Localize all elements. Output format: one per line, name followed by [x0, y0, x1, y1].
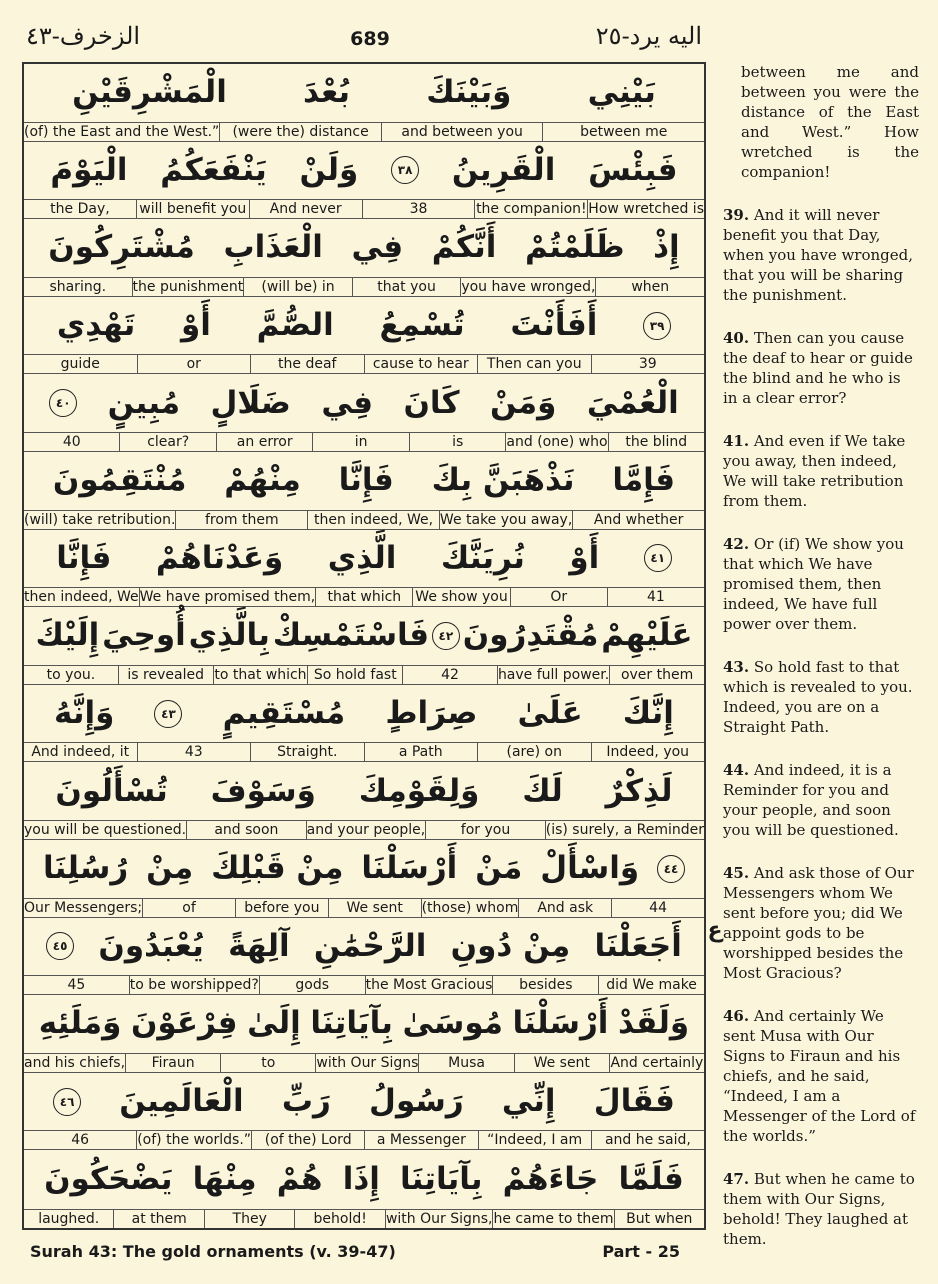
note-text: So hold fast to that which is revealed to you. Indeed, you are on a Straight Path.	[723, 658, 913, 736]
english-gloss-line	[24, 277, 704, 296]
gloss-cell: did We make	[598, 976, 704, 994]
gloss-cell: 42	[402, 666, 497, 684]
page-footer	[30, 1242, 710, 1266]
note-verse-number: 45.	[723, 864, 750, 882]
gloss-cell: We sent	[514, 1054, 609, 1072]
gloss-cell: at them	[113, 1210, 203, 1228]
arabic-word: الصُّمَّ	[256, 307, 334, 344]
arabic-word: وَلِقَوْمِكَ	[358, 772, 480, 809]
gloss-cell: guide	[60, 356, 100, 373]
arabic-word: مِنْ قَبْلِكَ	[211, 850, 344, 887]
note-verse-number: 41.	[723, 432, 750, 450]
gloss-cell: between me	[542, 123, 704, 141]
arabic-word: وَبَيْنَكَ	[426, 74, 512, 111]
gloss-cell: the punishment	[132, 278, 244, 295]
gloss-cell: 39	[591, 355, 705, 373]
arabic-word: مُنْتَقِمُونَ	[52, 462, 187, 499]
gloss-cell: and soon	[186, 821, 305, 839]
arabic-word: صِرَاطٍ	[385, 695, 478, 732]
arabic-line	[24, 1073, 704, 1131]
arabic-word: تَهْدِي	[56, 307, 136, 344]
gloss-cell: clear?	[119, 433, 215, 451]
gloss-cell: when	[595, 278, 704, 296]
gloss-cell: you have wronged,	[461, 278, 596, 295]
arabic-word: فَبِئْسَ	[588, 151, 678, 188]
verse-number-marker: ٣٨	[391, 156, 419, 184]
footer-part: Part - 25	[602, 1242, 680, 1261]
arabic-word: فَإِمَّا	[612, 462, 676, 499]
arabic-word: الْعَذَابِ	[223, 229, 323, 266]
gloss-cell: Our Messengers;	[23, 899, 143, 916]
gloss-cell: Or	[510, 588, 607, 606]
footer-surah-title: Surah 43: The gold ornaments (v. 39-47)	[30, 1242, 396, 1261]
verse-row	[24, 374, 704, 452]
gloss-cell: and he said,	[591, 1131, 704, 1149]
verse-number-marker: ٤٥	[46, 932, 74, 960]
verse-number-marker: ٤٤	[657, 855, 685, 883]
arabic-word: وَعَدْنَاهُمْ	[155, 539, 284, 576]
english-gloss-line	[24, 1209, 704, 1228]
arabic-word: وَمَلَئِهِ	[38, 1005, 122, 1042]
note-verse-number: 40.	[723, 329, 750, 347]
arabic-word: ضَلَالٍ	[210, 384, 291, 421]
arabic-word: مِنْهُمْ	[224, 462, 301, 499]
arabic-word: الْقَرِينُ	[451, 151, 556, 188]
arabic-word: إِلَىٰ	[247, 1005, 301, 1042]
verse-row	[24, 452, 704, 530]
gloss-cell: is	[409, 433, 505, 451]
gloss-cell: to	[220, 1054, 315, 1072]
gloss-cell: have full power.	[497, 666, 610, 683]
arabic-word: إِذْ	[653, 229, 680, 266]
translation-note	[723, 863, 919, 983]
gloss-cell: for you	[425, 821, 544, 839]
english-gloss-line	[24, 354, 704, 373]
gloss-cell: “Indeed, I am	[478, 1131, 591, 1149]
translation-note	[723, 1006, 919, 1146]
arabic-word: يُعْبَدُونَ	[98, 927, 204, 964]
gloss-cell: before you	[235, 899, 328, 917]
arabic-word: مِنْهَا	[192, 1161, 257, 1198]
note-text: And it will never benefit you that Day, when you have wronged, that you will be sharing the punishment.	[723, 206, 914, 304]
ruku-mark: ع	[707, 918, 723, 943]
translation-note	[723, 328, 919, 408]
arabic-word: يَنْفَعَكُمُ	[160, 151, 267, 188]
gloss-cell: How wretched is	[588, 201, 704, 218]
translation-note	[723, 62, 919, 182]
arabic-word: كَانَ	[403, 384, 460, 421]
arabic-word: فِرْعَوْنَ	[130, 1005, 238, 1042]
verse-row	[24, 297, 704, 375]
gloss-cell: that you	[352, 278, 461, 296]
arabic-word: إِنَّكَ	[622, 695, 674, 732]
gloss-cell: laughed.	[38, 1210, 100, 1227]
gloss-cell: to be worshipped?	[129, 977, 259, 994]
arabic-word: فِي	[321, 384, 374, 421]
gloss-cell: 40	[62, 433, 81, 450]
gloss-cell: And ask	[518, 899, 611, 917]
arabic-line	[24, 918, 704, 976]
gloss-cell: besides	[492, 976, 598, 994]
gloss-cell: 44	[611, 899, 704, 917]
english-gloss-line	[24, 510, 704, 529]
surah-name-arabic: الزخرف-٤٣	[26, 22, 141, 50]
gloss-cell: the Day,	[50, 201, 110, 218]
note-verse-number: 46.	[723, 1007, 750, 1025]
arabic-word: أَوْ	[569, 539, 600, 576]
gloss-cell: he came to them	[493, 1210, 614, 1227]
arabic-word: يَضْحَكُونَ	[44, 1161, 173, 1198]
gloss-cell: 45	[67, 977, 86, 994]
english-gloss-line	[24, 122, 704, 141]
english-gloss-line	[24, 199, 704, 218]
verse-row	[24, 995, 704, 1073]
arabic-word: رَبِّ	[281, 1083, 331, 1120]
verse-row	[24, 219, 704, 297]
gloss-cell: We take you away,	[439, 511, 573, 528]
gloss-cell: behold!	[294, 1210, 384, 1228]
page-header	[0, 22, 938, 62]
arabic-word: فِي	[351, 229, 404, 266]
arabic-word: آلِهَةً	[228, 927, 290, 964]
arabic-word: الَّذِي	[327, 539, 397, 576]
arabic-word: وَسَوْفَ	[210, 772, 316, 809]
gloss-cell: (of) the East and the West.”	[24, 123, 220, 140]
arabic-line	[24, 64, 704, 122]
gloss-cell: to you.	[46, 666, 96, 683]
english-gloss-line	[24, 432, 704, 451]
note-verse-number: 39.	[723, 206, 750, 224]
arabic-line	[24, 840, 704, 898]
arabic-line	[24, 530, 704, 588]
gloss-cell: and his chiefs,	[24, 1054, 126, 1071]
gloss-cell: gods	[259, 976, 365, 994]
gloss-cell: 43	[137, 743, 251, 761]
gloss-cell: And never	[249, 200, 362, 218]
note-text: But when he came to them with Our Signs, behold! They laughed at them.	[723, 1170, 915, 1248]
gloss-cell: and (one) who	[506, 433, 608, 450]
english-gloss-line	[24, 742, 704, 761]
arabic-word: مُبِينٍ	[107, 384, 181, 421]
arabic-word: بِالَّذِي	[188, 617, 270, 654]
arabic-word: فَإِنَّا	[56, 539, 112, 576]
arabic-word: تُسْمِعُ	[379, 307, 465, 344]
part-name-arabic: اليه يرد-٢٥	[595, 22, 702, 50]
arabic-word: بِآيَاتِنَا	[310, 1005, 393, 1042]
verse-row	[24, 918, 704, 996]
gloss-cell: Musa	[418, 1054, 513, 1072]
gloss-cell: (will) take retribution.	[23, 511, 176, 528]
gloss-cell: in	[312, 433, 408, 451]
arabic-line	[24, 1150, 704, 1209]
arabic-line	[24, 762, 704, 820]
verse-row	[24, 1073, 704, 1151]
arabic-word: أَفَأَنْتَ	[510, 307, 598, 344]
arabic-word: أَوْ	[181, 307, 211, 344]
gloss-cell: And certainly	[610, 1054, 704, 1071]
verse-row	[24, 1150, 704, 1228]
translation-note	[723, 657, 919, 737]
arabic-word: أَرْسَلْنَا	[512, 1005, 609, 1042]
translation-note	[723, 534, 919, 634]
arabic-word: فَإِنَّا	[338, 462, 394, 499]
word-by-word-grid	[22, 62, 706, 1230]
arabic-word: عَلَىٰ	[517, 695, 583, 732]
arabic-line	[24, 142, 704, 200]
gloss-cell: Indeed, you	[591, 743, 705, 761]
arabic-word: رُسُلِنَا	[42, 850, 129, 887]
gloss-cell: you will be questioned.	[24, 821, 187, 838]
arabic-word: تُسْأَلُونَ	[55, 772, 168, 809]
arabic-line	[24, 297, 704, 355]
english-gloss-line	[24, 898, 704, 917]
gloss-cell: So hold fast	[307, 666, 402, 684]
gloss-cell: Then can you	[477, 355, 591, 373]
gloss-cell: 41	[607, 588, 704, 606]
arabic-word: الْعُمْيَ	[586, 384, 679, 421]
arabic-word: إِلَيْكَ	[35, 617, 100, 654]
gloss-cell: cause to hear	[364, 355, 478, 373]
note-verse-number: 43.	[723, 658, 750, 676]
arabic-word: إِذَا	[342, 1161, 380, 1198]
gloss-cell: 38	[362, 200, 475, 218]
note-text: And indeed, it is a Reminder for you and your people, and soon you will be questioned.	[723, 761, 899, 839]
arabic-line	[24, 452, 704, 510]
note-text: Then can you cause the deaf to hear or guide the blind and he who is in a clear error?	[723, 329, 913, 407]
gloss-cell: from them	[175, 511, 307, 529]
gloss-cell: (were the) distance	[219, 123, 381, 141]
note-text: And certainly We sent Musa with Our Signs to Firaun and his chiefs, and he said, “Indeed, I am a Messenger of the Lord of the worlds.”	[723, 1007, 916, 1145]
arabic-word: مِنْ دُونِ	[450, 927, 571, 964]
gloss-cell: or	[137, 355, 251, 373]
arabic-word: مَنْ	[475, 850, 523, 887]
gloss-cell: and your people,	[306, 821, 426, 838]
gloss-cell: with Our Signs	[316, 1054, 419, 1071]
arabic-word: الْمَشْرِقَيْنِ	[72, 74, 227, 111]
gloss-cell: (will be) in	[243, 278, 352, 296]
note-verse-number: 42.	[723, 535, 750, 553]
note-verse-number: 47.	[723, 1170, 750, 1188]
arabic-word: مُسْتَقِيمٍ	[222, 695, 346, 732]
gloss-cell: the companion!	[476, 201, 587, 218]
gloss-cell: (of) the worlds.”	[137, 1132, 252, 1149]
arabic-word: أَجَعَلْنَا	[594, 927, 682, 964]
translation-note	[723, 1169, 919, 1249]
gloss-cell: (are) on	[477, 743, 591, 761]
arabic-word: ظَلَمْتُمْ	[524, 229, 625, 266]
gloss-cell: 46	[71, 1132, 90, 1149]
gloss-cell: They	[204, 1210, 294, 1228]
gloss-cell: and between you	[381, 123, 543, 141]
arabic-word: أَنَّكُمْ	[431, 229, 497, 266]
arabic-word: أُوحِيَ	[102, 617, 186, 654]
arabic-word: مُوسَىٰ	[402, 1005, 503, 1042]
note-text: And ask those of Our Messengers whom We sent before you; did We appoint gods to be worshipped besides the Most Gracious?	[723, 864, 914, 982]
arabic-word: أَرْسَلْنَا	[361, 850, 458, 887]
note-text: And even if We take you away, then indeed, We will take retribution from them.	[723, 432, 906, 510]
arabic-word: الْعَالَمِينَ	[119, 1083, 244, 1120]
gloss-cell: then indeed, We,	[307, 511, 439, 529]
arabic-word: وَلَنْ	[299, 151, 359, 188]
arabic-word: الْيَوْمَ	[50, 151, 128, 188]
gloss-cell: But when	[614, 1210, 704, 1228]
gloss-cell: We have promised them,	[139, 589, 316, 606]
gloss-cell: the deaf	[250, 355, 364, 373]
arabic-word: فَقَالَ	[593, 1083, 675, 1120]
arabic-word: فَاسْتَمْسِكْ	[272, 617, 429, 654]
gloss-cell: Firaun	[125, 1054, 220, 1072]
gloss-cell: sharing.	[49, 278, 107, 295]
arabic-word: مُقْتَدِرُونَ	[462, 617, 599, 654]
gloss-cell: is revealed	[118, 666, 213, 684]
arabic-word: نَذْهَبَنَّ بِكَ	[431, 462, 575, 499]
translation-note	[723, 431, 919, 511]
arabic-word: مُشْتَرِكُونَ	[48, 229, 195, 266]
verse-row	[24, 607, 704, 685]
gloss-cell: We show you	[412, 588, 509, 606]
gloss-cell: the Most Gracious	[365, 977, 493, 994]
arabic-line	[24, 219, 704, 277]
arabic-word: نُرِيَنَّكَ	[440, 539, 525, 576]
arabic-word: وَلَقَدْ	[618, 1005, 690, 1042]
page-number: 689	[350, 28, 390, 50]
translation-note	[723, 205, 919, 305]
gloss-cell: of	[142, 899, 235, 917]
arabic-word: بَيْنِي	[587, 74, 656, 111]
gloss-cell: a Messenger	[364, 1131, 477, 1149]
arabic-word: لَذِكْرٌ	[605, 772, 673, 809]
arabic-word: فَلَمَّا	[618, 1161, 684, 1198]
verse-number-marker: ٣٩	[643, 312, 671, 340]
arabic-word: بِآيَاتِنَا	[400, 1161, 483, 1198]
gloss-cell: that which	[315, 588, 412, 606]
verse-row	[24, 142, 704, 220]
arabic-line	[24, 607, 704, 665]
verse-row	[24, 762, 704, 840]
arabic-line	[24, 374, 704, 432]
gloss-cell: with Our Signs,	[385, 1210, 493, 1227]
verse-number-marker: ٤١	[644, 544, 672, 572]
english-gloss-line	[24, 587, 704, 606]
verse-number-marker: ٤٦	[53, 1088, 81, 1116]
translation-note	[723, 760, 919, 840]
gloss-cell: the blind	[608, 433, 704, 451]
verse-number-marker: ٤٠	[49, 389, 77, 417]
gloss-cell: then indeed, We	[24, 589, 139, 606]
arabic-line	[24, 995, 704, 1053]
verse-row	[24, 685, 704, 763]
arabic-word: بُعْدَ	[303, 74, 351, 111]
arabic-word: وَاسْأَلْ	[540, 850, 640, 887]
english-gloss-line	[24, 1130, 704, 1149]
gloss-cell: (those) whom	[421, 899, 519, 916]
note-text: Or (if) We show you that which We have promised them, then indeed, We have full power over them.	[723, 535, 904, 633]
english-gloss-line	[24, 1053, 704, 1072]
gloss-cell: And indeed, it	[31, 744, 130, 761]
gloss-cell: over them	[609, 666, 704, 684]
gloss-cell: to that which	[214, 666, 307, 683]
gloss-cell: And whether	[572, 511, 704, 529]
arabic-word: الرَّحْمَٰنِ	[313, 927, 427, 964]
arabic-word: لَكَ	[522, 772, 563, 809]
verse-row	[24, 530, 704, 608]
note-verse-number: 44.	[723, 761, 750, 779]
verse-row	[24, 840, 704, 918]
gloss-cell: an error	[216, 433, 312, 451]
arabic-line	[24, 685, 704, 743]
arabic-word: رَسُولُ	[369, 1083, 464, 1120]
arabic-word: وَمَنْ	[490, 384, 557, 421]
verse-row	[24, 64, 704, 142]
note-text: between me and between you were the distance of the East and West.” How wretched is the companion!	[741, 63, 919, 181]
arabic-word: مِنْ	[146, 850, 194, 887]
gloss-cell: (of the) Lord	[251, 1131, 364, 1149]
arabic-word: جَاءَهُمْ	[502, 1161, 599, 1198]
gloss-cell: (is) surely, a Reminder	[545, 821, 704, 838]
arabic-word: إِنِّي	[501, 1083, 556, 1120]
english-gloss-line	[24, 820, 704, 839]
gloss-cell: Straight.	[250, 743, 364, 761]
arabic-word: وَإِنَّهُ	[54, 695, 115, 732]
gloss-cell: a Path	[364, 743, 478, 761]
gloss-cell: will benefit you	[136, 200, 249, 218]
verse-number-marker: ٤٣	[154, 700, 182, 728]
english-gloss-line	[24, 975, 704, 994]
verse-number-marker: ٤٢	[432, 622, 460, 650]
translation-column	[723, 62, 919, 1272]
arabic-word: عَلَيْهِمْ	[601, 617, 693, 654]
arabic-word: هُمْ	[276, 1161, 323, 1198]
english-gloss-line	[24, 665, 704, 684]
gloss-cell: We sent	[328, 899, 421, 917]
